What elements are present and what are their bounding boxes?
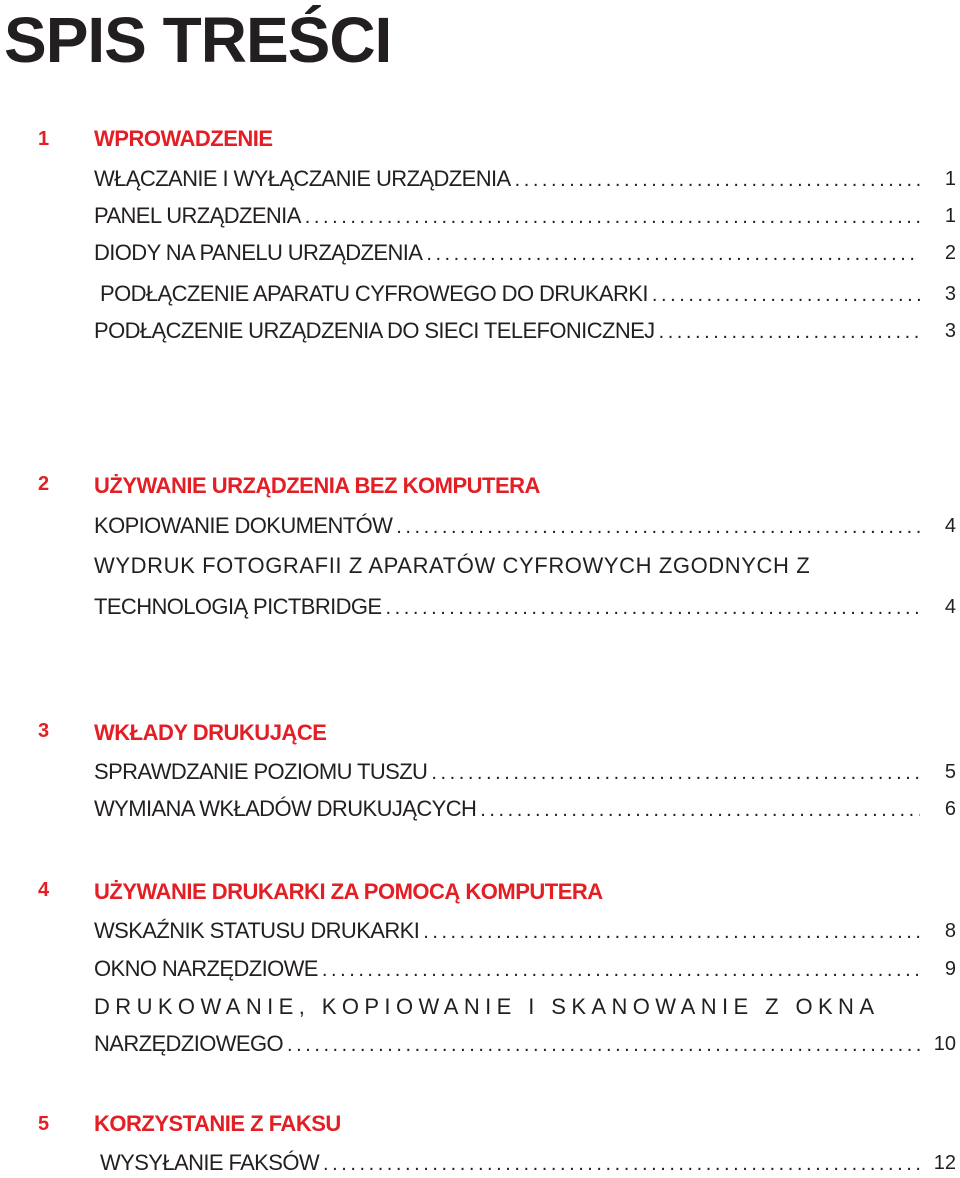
section-title-wklady[interactable]: WKŁADY DRUKUJĄCE — [94, 720, 327, 745]
toc-entry-label: WSKAŹNIK STATUSU DRUKARKI — [94, 918, 420, 943]
toc-entry-siec[interactable] — [94, 316, 920, 346]
toc-page-number: 4 — [944, 515, 956, 537]
toc-entry-drukowanie-line1[interactable]: DRUKOWANIE, KOPIOWANIE I SKANOWANIE Z OKNA — [94, 994, 880, 1019]
toc-entry-label: WYMIANA WKŁADÓW DRUKUJĄCYCH — [94, 796, 477, 821]
toc-page-number: 2 — [944, 242, 956, 264]
section-title-wprowadzenie[interactable]: WPROWADZENIE — [94, 126, 273, 151]
dot-leader — [322, 955, 920, 984]
toc-entry-label: DIODY NA PANELU URZĄDZENIA — [94, 240, 423, 265]
toc-entry-status[interactable] — [94, 916, 920, 946]
toc-entry-kopiowanie[interactable] — [94, 511, 920, 541]
toc-entry-label: SPRAWDZANIE POZIOMU TUSZU — [94, 759, 428, 784]
dot-leader — [287, 1030, 920, 1059]
toc-page-number: 5 — [944, 761, 956, 783]
toc-entry-wydruk-line1[interactable]: WYDRUK FOTOGRAFII Z APARATÓW CYFROWYCH ZGODNYCH Z — [94, 553, 811, 578]
section-number-1: 1 — [38, 128, 50, 150]
toc-page-number: 1 — [944, 205, 956, 227]
section-number-4: 4 — [38, 879, 50, 901]
section-number-2: 2 — [38, 473, 50, 495]
toc-page-number: 10 — [933, 1033, 956, 1055]
toc-entry-label: WŁĄCZANIE I WYŁĄCZANIE URZĄDZENIA — [94, 166, 511, 191]
section-number-3: 3 — [38, 720, 50, 742]
dot-leader — [423, 917, 920, 946]
section-number-5: 5 — [38, 1113, 50, 1135]
page-title: SPIS TREŚCI — [4, 4, 392, 76]
toc-entry-wlaczanie[interactable] — [94, 164, 920, 194]
toc-page-number: 8 — [944, 920, 956, 942]
toc-entry-aparat[interactable] — [100, 279, 920, 309]
toc-page-number: 1 — [944, 168, 956, 190]
dot-leader — [305, 202, 920, 231]
toc-entry-poziom-tuszu[interactable] — [94, 757, 920, 787]
toc-entry-panel[interactable] — [94, 201, 920, 231]
toc-entry-label: TECHNOLOGIĄ PICTBRIDGE — [94, 594, 382, 619]
toc-page-number: 3 — [944, 320, 956, 342]
dot-leader — [386, 593, 920, 622]
dot-leader — [515, 165, 920, 194]
toc-entry-wysylanie[interactable] — [100, 1148, 920, 1178]
toc-entry-label: KOPIOWANIE DOKUMENTÓW — [94, 513, 393, 538]
section-title-komputer[interactable]: UŻYWANIE DRUKARKI ZA POMOCĄ KOMPUTERA — [94, 879, 603, 904]
toc-entry-label: PANEL URZĄDZENIA — [94, 203, 301, 228]
toc-page-number: 9 — [944, 958, 956, 980]
toc-page-number: 12 — [933, 1152, 956, 1174]
toc-page-number: 6 — [944, 798, 956, 820]
toc-entry-label: PODŁĄCZENIE URZĄDZENIA DO SIECI TELEFONICZNEJ — [94, 318, 655, 343]
toc-entry-label: WYSYŁANIE FAKSÓW — [100, 1150, 320, 1175]
toc-entry-okno[interactable] — [94, 954, 920, 984]
dot-leader — [431, 758, 920, 787]
toc-entry-drukowanie-line2[interactable] — [94, 1029, 920, 1059]
toc-entry-label: OKNO NARZĘDZIOWE — [94, 956, 318, 981]
dot-leader — [426, 239, 920, 268]
toc-entry-wydruk-line2[interactable] — [94, 592, 920, 622]
section-title-bez-komputera[interactable]: UŻYWANIE URZĄDZENIA BEZ KOMPUTERA — [94, 473, 540, 498]
dot-leader — [480, 795, 920, 824]
toc-page-number: 4 — [944, 596, 956, 618]
toc-page-number: 3 — [944, 283, 956, 305]
toc-entry-label: PODŁĄCZENIE APARATU CYFROWEGO DO DRUKARKI — [100, 281, 648, 306]
dot-leader — [652, 280, 920, 309]
toc-entry-wymiana[interactable] — [94, 794, 920, 824]
toc-entry-label: NARZĘDZIOWEGO — [94, 1031, 283, 1056]
toc-entry-diody[interactable] — [94, 238, 920, 268]
dot-leader — [396, 512, 920, 541]
section-title-faks[interactable]: KORZYSTANIE Z FAKSU — [94, 1111, 341, 1136]
dot-leader — [323, 1149, 920, 1178]
dot-leader — [659, 317, 920, 346]
